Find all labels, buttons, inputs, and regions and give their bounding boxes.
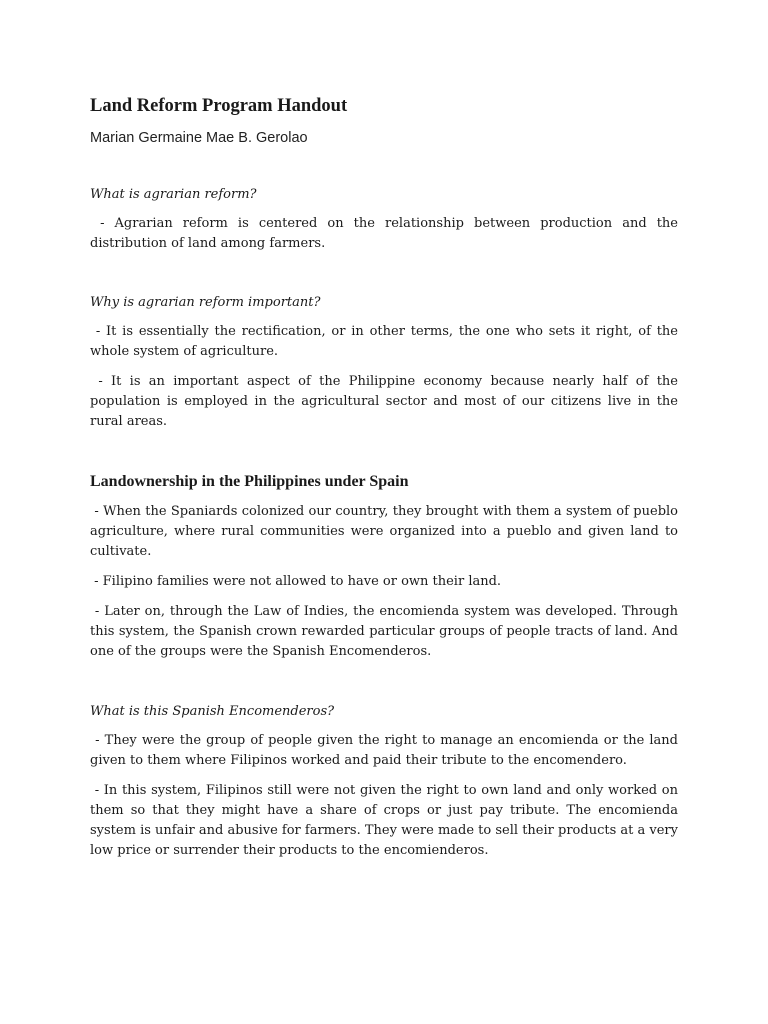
document-title: Land Reform Program Handout [90, 96, 348, 116]
paragraph: - In this system, Filipinos still were not given the right to own land and only worked on them so that they might have a share of crops or just pay tribute. The encomienda system is unfair and abusive for farmers. They were made to sell their products at a very low price or surrender their products to the encomienderos. [90, 783, 683, 858]
paragraph: - Agrarian reform is centered on the relationship between production and the distribution of land among farmers. [90, 216, 683, 251]
paragraph: - It is an important aspect of the Philippine economy because nearly half of the population is employed in the agricultural sector and most of our citizens live in the rural areas. [90, 374, 683, 429]
paragraph: - It is essentially the rectification, or in other terms, the one who sets it right, of the whole system of agriculture. [90, 324, 683, 359]
paragraph: - They were the group of people given the right to manage an encomienda or the land given to them where Filipinos worked and paid their tribute to the encomendero. [90, 733, 683, 768]
question-agrarian-reform: What is agrarian reform? [90, 187, 257, 202]
section-heading-spain: Landownership in the Philippines under Spain [90, 473, 409, 490]
paragraph: - Later on, through the Law of Indies, the encomienda system was developed. Through this system, the Spanish crown rewarded particular groups of people tracts of land. And one of the groups were the Spanish Encomenderos. [90, 604, 683, 659]
author-name: Marian Germaine Mae B. Gerolao [90, 130, 308, 146]
paragraph: - Filipino families were not allowed to have or own their land. [90, 574, 502, 589]
question-encomenderos: What is this Spanish Encomenderos? [90, 704, 335, 719]
paragraph: - When the Spaniards colonized our country, they brought with them a system of pueblo agriculture, where rural communities were organized into a pueblo and given land to cultivate. [90, 504, 683, 559]
question-why-important: Why is agrarian reform important? [90, 295, 321, 310]
